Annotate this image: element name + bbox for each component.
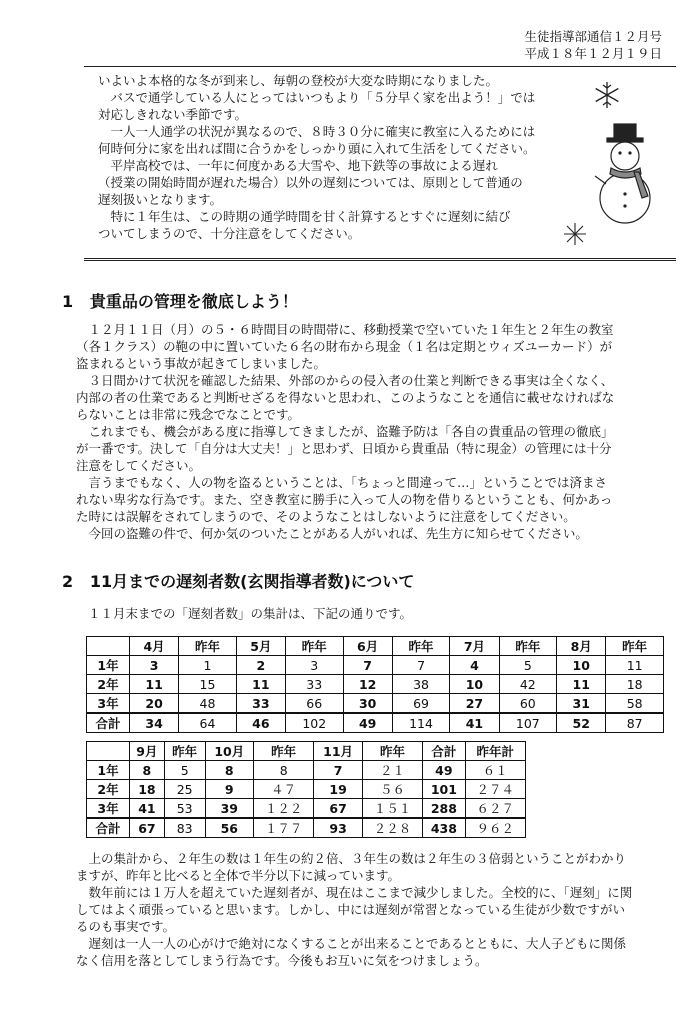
table-row <box>87 675 664 694</box>
section1-line: 今回の盗難の件で、何か気のついたことがある人がいれば、先生方に知らせてください。 <box>76 526 588 541</box>
table-row <box>87 818 526 838</box>
section2-heading <box>62 569 414 592</box>
table-cell: ５６ <box>362 780 422 799</box>
section1-line: 注意をしてください。 <box>76 458 202 473</box>
table-cell: １２２ <box>254 799 314 819</box>
table-cell: 93 <box>314 818 362 838</box>
intro-line: 何時何分に家を出れば間に合うかをしっかり頭に入れて生活をしてください。 <box>98 141 536 156</box>
table-cell: 7 <box>392 656 450 675</box>
section1-heading <box>62 289 298 312</box>
row-header-cell: 3年 <box>87 694 130 714</box>
table-cell: 7 <box>343 656 392 675</box>
table-cell: 10 <box>557 656 606 675</box>
table-cell: 33 <box>236 694 285 714</box>
column-header-cell: 昨年 <box>499 637 557 656</box>
table-cell: 15 <box>179 675 237 694</box>
lateness-table-sep-nov <box>86 741 526 838</box>
table-cell: 34 <box>130 713 179 733</box>
table-cell: 114 <box>392 713 450 733</box>
table-cell: 83 <box>164 818 205 838</box>
table-cell: 66 <box>285 694 343 714</box>
table-cell: 49 <box>423 761 465 780</box>
table-cell: 53 <box>164 799 205 819</box>
table-cell: ２１ <box>362 761 422 780</box>
table-cell: 48 <box>179 694 237 714</box>
table-cell: 46 <box>236 713 285 733</box>
intro-line: ついてしまうので、十分注意をしてください。 <box>98 226 361 241</box>
table-cell: 30 <box>343 694 392 714</box>
table-cell: 8 <box>205 761 253 780</box>
table-cell: ９６２ <box>465 818 525 838</box>
table-cell: 41 <box>130 799 165 819</box>
section1-title: 貴重品の管理を徹底しよう！ <box>89 292 298 311</box>
intro-line: 特に１年生は、この時期の通学時間を甘く計算するとすぐに遅刻に結び <box>98 209 511 224</box>
row-header-cell: 3年 <box>87 799 130 819</box>
newsletter-date: 平成１８年１２月１９日 <box>524 46 662 61</box>
table-cell: 11 <box>236 675 285 694</box>
table-cell: 7 <box>314 761 362 780</box>
newsletter-issue: 生徒指導部通信１２月号 <box>524 29 662 44</box>
section2-line: るのも事実です。 <box>76 919 176 934</box>
table-cell: 64 <box>179 713 237 733</box>
table-cell: 11 <box>557 675 606 694</box>
table-cell: 60 <box>499 694 557 714</box>
table-cell: 9 <box>205 780 253 799</box>
table-cell: 5 <box>164 761 205 780</box>
section1-line: １２月１１日（月）の５・６時間目の時間帯に、移動授業で空いていた１年生と２年生の教室 <box>76 322 614 337</box>
table-cell: 42 <box>499 675 557 694</box>
intro-line: （授業の開始時間が遅れた場合）以外の遅刻については、原則として普通の <box>98 175 523 190</box>
table-cell: 107 <box>499 713 557 733</box>
section1-line: 内部の者の仕業であると判断せざるを得ないと思われ、このようなことを通信に載せなければな <box>76 390 615 405</box>
table-cell: 19 <box>314 780 362 799</box>
table-cell: ６２７ <box>465 799 525 819</box>
table-cell: ６１ <box>465 761 525 780</box>
table-cell: 58 <box>606 694 664 714</box>
section2-title: 11月までの遅刻者数(玄関指導者数)について <box>89 572 415 591</box>
column-header-cell: 昨年計 <box>465 742 525 761</box>
row-header-cell: 2年 <box>87 780 130 799</box>
table-cell: 10 <box>450 675 499 694</box>
column-header-cell: 8月 <box>557 637 606 656</box>
table-cell: 18 <box>130 780 165 799</box>
column-header-cell: 昨年 <box>254 742 314 761</box>
table-row <box>87 713 664 733</box>
section2-line: してはよく頑張っていると思います。しかし、中には遅刻が常習となっている生徒が少数ですがい <box>76 902 626 917</box>
intro-line: いよいよ本格的な冬が到来し、毎朝の登校が大変な時期になりました。 <box>98 73 499 88</box>
table-cell: ４７ <box>254 780 314 799</box>
table-cell: 87 <box>606 713 664 733</box>
table-cell: 438 <box>423 818 465 838</box>
snowflake-icon <box>562 221 588 247</box>
table-cell: 4 <box>450 656 499 675</box>
table-cell: 56 <box>205 818 253 838</box>
intro-top-rule <box>84 66 676 67</box>
table-row <box>87 742 526 761</box>
table-cell: 101 <box>423 780 465 799</box>
section2-body <box>76 850 632 969</box>
section2-line: 遅刻は一人一人の心がけで絶対になくすることが出来ることであるとともに、大人子どもに関係 <box>76 936 627 951</box>
table-cell: 20 <box>130 694 179 714</box>
intro-text <box>98 72 536 242</box>
table-cell: ２２８ <box>362 818 422 838</box>
section2-line: なく信用を落としてしまう行為です。今後もお互いに気をつけましょう。 <box>76 953 488 968</box>
column-header-cell: 11月 <box>314 742 362 761</box>
snowflake-icon <box>592 80 622 110</box>
table-row <box>87 799 526 819</box>
row-header-cell <box>87 742 130 761</box>
table-cell: 52 <box>557 713 606 733</box>
table-cell: 12 <box>343 675 392 694</box>
section2-line: 上の集計から、２年生の数は１年生の約２倍、３年生の数は２年生の３倍弱ということがわかり <box>76 851 627 866</box>
intro-line: 対応しきれない季節です。 <box>98 107 248 122</box>
section1-line: れない卑劣な行為です。また、空き教室に勝手に入って人の物を借りるということも、何かあっ <box>76 492 613 507</box>
table-cell: 8 <box>254 761 314 780</box>
table-row <box>87 761 526 780</box>
section1-line: が一番です。決して「自分は大丈夫！」と思わず、日頃から貴重品（特に現金）の管理には十分 <box>76 441 612 456</box>
column-header-cell: 昨年 <box>164 742 205 761</box>
table-row <box>87 637 664 656</box>
table-cell: 102 <box>285 713 343 733</box>
column-header-cell: 4月 <box>130 637 179 656</box>
table-cell: 67 <box>314 799 362 819</box>
column-header-cell: 合計 <box>423 742 465 761</box>
table-cell: 25 <box>164 780 205 799</box>
table-cell: 49 <box>343 713 392 733</box>
table-cell: 69 <box>392 694 450 714</box>
column-header-cell: 昨年 <box>179 637 237 656</box>
row-header-cell: 2年 <box>87 675 130 694</box>
table-cell: 288 <box>423 799 465 819</box>
table-cell: 11 <box>606 656 664 675</box>
column-header-cell: 6月 <box>343 637 392 656</box>
intro-bottom-rule <box>84 258 676 261</box>
table-cell: 67 <box>130 818 165 838</box>
table-cell: 3 <box>285 656 343 675</box>
table-cell: 18 <box>606 675 664 694</box>
row-header-cell <box>87 637 130 656</box>
column-header-cell: 昨年 <box>392 637 450 656</box>
lateness-table-apr-aug <box>86 636 664 733</box>
table-cell: 2 <box>236 656 285 675</box>
column-header-cell: 昨年 <box>285 637 343 656</box>
column-header-cell: 10月 <box>205 742 253 761</box>
section1-line: らないことは非常に残念でなことです。 <box>76 407 301 422</box>
column-header-cell: 昨年 <box>606 637 664 656</box>
table-cell: 31 <box>557 694 606 714</box>
table-cell: 33 <box>285 675 343 694</box>
table-cell: ２７４ <box>465 780 525 799</box>
table-cell: 1 <box>179 656 237 675</box>
section1-line: これまでも、機会がある度に指導してきましたが、盗難予防は「各自の貴重品の管理の徹底」 <box>76 424 614 439</box>
section1-number: 1 <box>62 292 74 311</box>
row-header-cell: 1年 <box>87 656 130 675</box>
table-row <box>87 780 526 799</box>
row-header-cell: 合計 <box>87 818 130 838</box>
table-cell: 39 <box>205 799 253 819</box>
section1-body <box>76 321 614 542</box>
intro-line: 遅刻扱いとなります。 <box>98 192 223 207</box>
intro-line: バスで通学している人にとってはいつもより「５分早く家を出よう！」では <box>98 90 536 105</box>
section1-line: 盗まれるという事故が起きてしまいました。 <box>76 356 327 371</box>
column-header-cell: 昨年 <box>362 742 422 761</box>
table-row <box>87 694 664 714</box>
section1-line: 言うまでもなく、人の物を盗るということは、「ちょっと間違って…」ということでは済まさ <box>76 475 608 490</box>
section2-intro: １１月末までの「遅刻者数」の集計は、下記の通りです。 <box>88 606 413 621</box>
section1-line: た時には誤解をされてしまうので、そのようなことはしないように注意をしてください。 <box>76 509 576 524</box>
column-header-cell: 5月 <box>236 637 285 656</box>
table-cell: 38 <box>392 675 450 694</box>
table-row <box>87 656 664 675</box>
column-header-cell: 7月 <box>450 637 499 656</box>
table-cell: 27 <box>450 694 499 714</box>
table-cell: 3 <box>130 656 179 675</box>
section2-line: 数年前には１万人を超えていた遅刻者が、現在はここまで減少しました。全校的に、「遅刻」に関 <box>76 885 633 900</box>
column-header-cell: 9月 <box>130 742 165 761</box>
snowman-icon <box>592 118 662 228</box>
row-header-cell: 1年 <box>87 761 130 780</box>
section2-number: 2 <box>62 572 74 591</box>
section2-line: ますが、昨年と比べると全体で半分以下に減っています。 <box>76 868 401 883</box>
row-header-cell: 合計 <box>87 713 130 733</box>
intro-line: 一人一人通学の状況が異なるので、８時３０分に確実に教室に入るためには <box>98 124 536 139</box>
table-cell: 41 <box>450 713 499 733</box>
table-cell: 8 <box>130 761 165 780</box>
section1-line: （各１クラス）の鞄の中に置いていた６名の財布から現金（１名は定期とウィズユーカード）が <box>76 339 613 354</box>
newsletter-header <box>524 28 662 62</box>
table-cell: 11 <box>130 675 179 694</box>
intro-line: 平岸高校では、一年に何度かある大雪や、地下鉄等の事故による遅れ <box>98 158 498 173</box>
table-cell: １５１ <box>362 799 422 819</box>
table-cell: 5 <box>499 656 557 675</box>
section1-line: ３日間かけて状況を確認した結果、外部のからの侵入者の仕業と判断できる事実は全くなく、 <box>76 373 614 388</box>
table-cell: １７７ <box>254 818 314 838</box>
